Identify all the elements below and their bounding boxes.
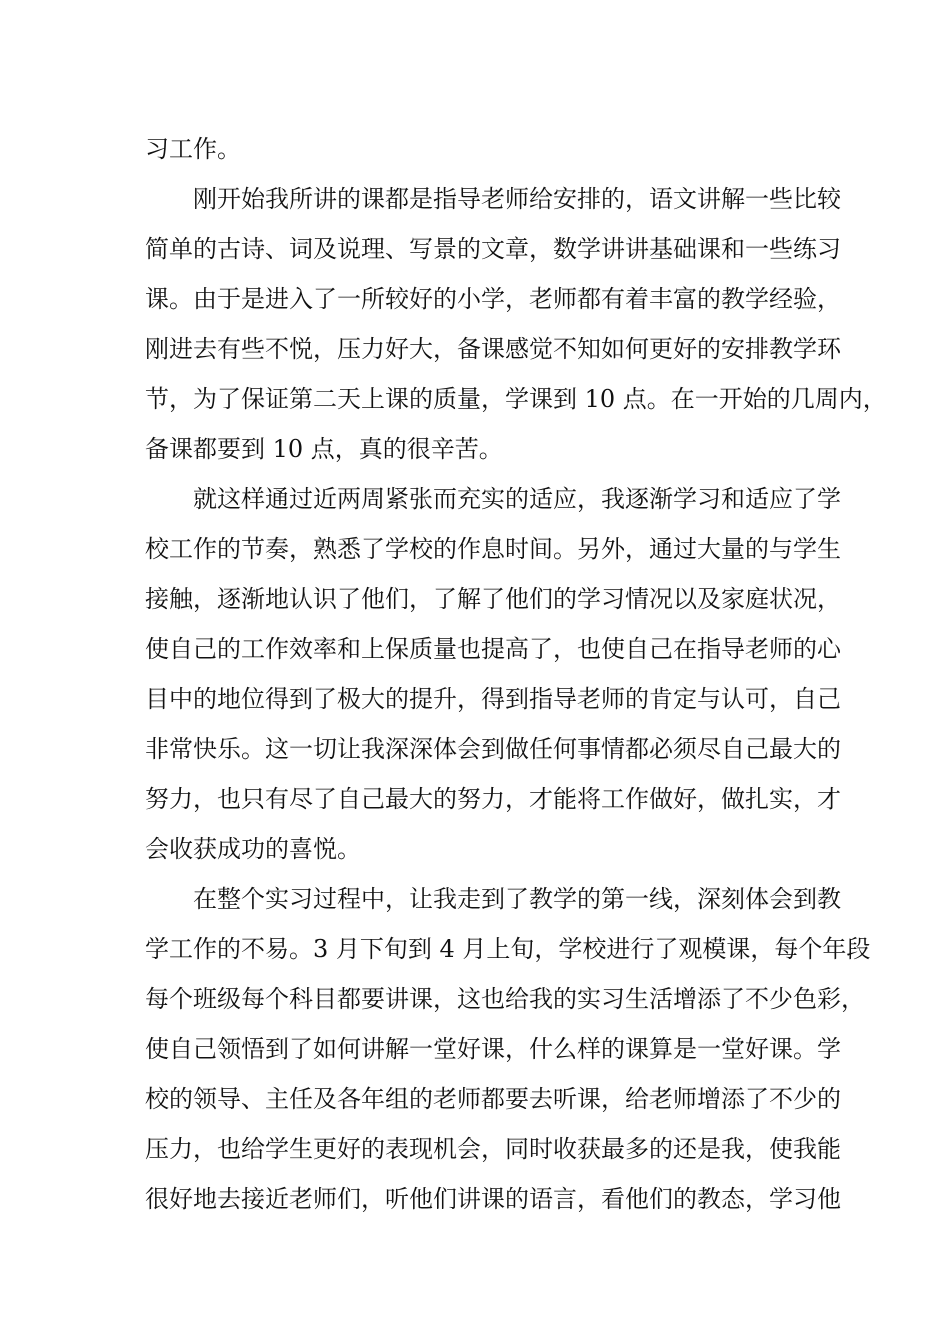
text-line: 备课都要到 10 点，真的很辛苦。 [145,435,503,463]
text-line: 刚进去有些不悦，压力好大，备课感觉不知如何更好的安排教学环 [145,335,841,363]
paragraph-start-line: 在整个实习过程中，让我走到了教学的第一线，深刻体会到教 [193,885,841,913]
text-line: 节，为了保证第二天上课的质量，学课到 10 点。在一开始的几周内， [145,385,887,413]
text-line: 每个班级每个科目都要讲课，这也给我的实习生活增添了不少色彩， [145,985,865,1013]
text-line: 目中的地位得到了极大的提升，得到指导老师的肯定与认可，自己 [145,685,841,713]
text-line: 非常快乐。这一切让我深深体会到做任何事情都必须尽自己最大的 [145,735,841,763]
text-line: 使自己领悟到了如何讲解一堂好课，什么样的课算是一堂好课。学 [145,1035,841,1063]
text-line: 学工作的不易。3 月下旬到 4 月上旬，学校进行了观模课，每个年段 [145,935,871,963]
text-line: 习工作。 [145,135,241,163]
text-line: 校工作的节奏，熟悉了学校的作息时间。另外，通过大量的与学生 [145,535,841,563]
text-line: 会收获成功的喜悦。 [145,835,361,863]
text-line: 简单的古诗、词及说理、写景的文章，数学讲讲基础课和一些练习 [145,235,841,263]
text-line: 接触，逐渐地认识了他们，了解了他们的学习情况以及家庭状况， [145,585,841,613]
text-line: 很好地去接近老师们，听他们讲课的语言，看他们的教态，学习他 [145,1185,841,1213]
text-line: 努力，也只有尽了自己最大的努力，才能将工作做好，做扎实，才 [145,785,841,813]
text-line: 压力，也给学生更好的表现机会，同时收获最多的还是我，使我能 [145,1135,841,1163]
text-line: 使自己的工作效率和上保质量也提高了，也使自己在指导老师的心 [145,635,841,663]
paragraph-start-line: 就这样通过近两周紧张而充实的适应，我逐渐学习和适应了学 [193,485,841,513]
paragraph-start-line: 刚开始我所讲的课都是指导老师给安排的，语文讲解一些比较 [193,185,841,213]
text-line: 校的领导、主任及各年组的老师都要去听课，给老师增添了不少的 [145,1085,841,1113]
text-line: 课。由于是进入了一所较好的小学，老师都有着丰富的教学经验， [145,285,841,313]
